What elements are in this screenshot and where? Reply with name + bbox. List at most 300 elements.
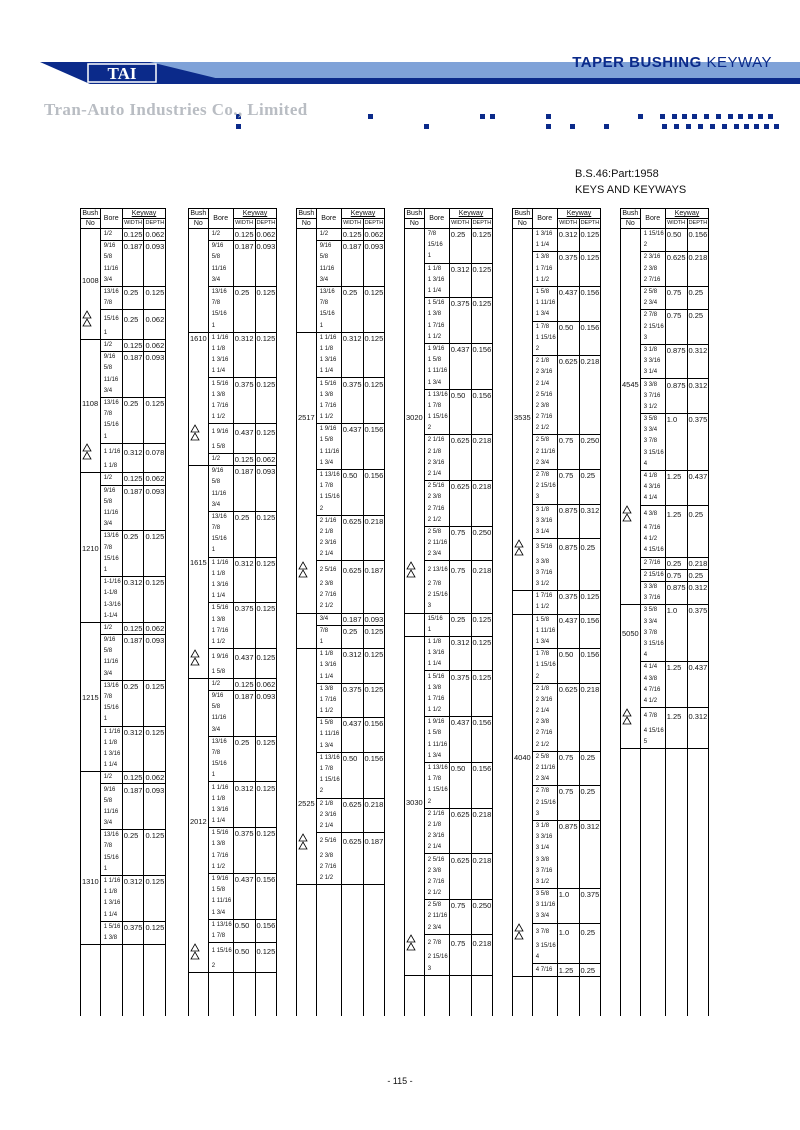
keyway-width: 0.50 (233, 919, 255, 931)
table-row (405, 366, 493, 377)
table-row (81, 531, 166, 543)
bush-number (189, 534, 209, 545)
bush-number (297, 718, 317, 730)
table-row (621, 402, 709, 414)
keyway-depth: 0.25 (579, 923, 601, 941)
keyway-width (665, 448, 687, 459)
keyway-width (665, 639, 687, 650)
keyway-width: 0.75 (449, 526, 471, 538)
keyway-width (557, 240, 579, 252)
bush-number (189, 229, 209, 241)
bore-size: 7/8 (208, 748, 233, 759)
bush-number (81, 760, 101, 772)
keyway-width (557, 941, 579, 952)
keyway-depth (255, 851, 277, 862)
bore-size: 1-3/16 (100, 599, 122, 610)
keyway-depth (471, 751, 493, 763)
keyway-width (557, 626, 579, 637)
bush-number (405, 888, 425, 900)
bore-size: 1 (316, 321, 341, 333)
bore-size: 2 1/16 (424, 435, 449, 447)
table-row (621, 650, 709, 662)
bore-size: 2 7/8 (532, 469, 557, 481)
keyway-depth: 0.062 (145, 341, 165, 351)
keyway-width (557, 740, 579, 752)
bush-number (81, 807, 101, 818)
filler-cell (579, 976, 601, 1016)
bore-size: 1 13/16 (316, 752, 341, 764)
keyway-width (665, 617, 687, 628)
table-row (189, 523, 277, 534)
keyway-depth: 0.156 (580, 615, 600, 625)
keyway-width (341, 729, 363, 740)
bush-number (297, 775, 317, 786)
bush-number (405, 671, 425, 683)
keyway-width: 0.25 (665, 557, 687, 569)
bush-number (405, 275, 425, 286)
bush-number (405, 579, 425, 590)
keyway-depth: 0.25 (579, 786, 601, 798)
keyway-depth (471, 366, 493, 377)
bush-number (405, 705, 425, 717)
table-row (189, 229, 277, 241)
keyway-table (512, 208, 601, 1016)
filler-cell (621, 748, 641, 1016)
table-row (405, 263, 493, 275)
keyway-width: 0.625 (558, 684, 578, 694)
bore-size: 1/2 (100, 340, 122, 352)
keyway-depth (579, 401, 601, 412)
bush-number (513, 504, 533, 516)
keyway-width (449, 842, 471, 854)
bush-number (621, 298, 641, 310)
bore-size: 1 3/16 (100, 749, 122, 760)
keyway-width (122, 252, 144, 263)
bore-size: 1 11/16 (208, 896, 233, 907)
bush-number (513, 401, 533, 412)
table-row (189, 603, 277, 615)
keyway-depth (687, 545, 709, 557)
table-row (513, 469, 601, 481)
table-row (405, 538, 493, 549)
keyway-depth (144, 611, 166, 623)
table-row (513, 356, 601, 368)
keyway-width (665, 264, 687, 275)
bore-size: 1 9/16 (208, 873, 233, 885)
no-header: No (621, 219, 641, 229)
decorative-squares (236, 114, 779, 129)
bore-size: 15/16 (100, 310, 122, 328)
keyway-depth (687, 523, 709, 534)
keyway-width (122, 853, 144, 864)
table-row (513, 481, 601, 492)
bush-number (189, 690, 209, 702)
bore-size: 2 7/8 (640, 310, 665, 322)
table-row (513, 889, 601, 901)
bore-size: 15/16 (100, 554, 122, 565)
keyway-width (233, 523, 255, 534)
bore-size: 1 3/4 (424, 751, 449, 763)
keyway-width (449, 797, 471, 809)
keyway-depth (363, 660, 385, 671)
bore-size: 1 3/8 (208, 615, 233, 626)
table-row (513, 763, 601, 774)
keyway-width: 0.312 (234, 333, 254, 343)
keyway-width: 0.125 (234, 230, 254, 240)
bush-number (81, 933, 101, 945)
keyway-depth: 0.062 (144, 310, 166, 328)
bore-size: 1 1/8 (316, 649, 341, 661)
bush-number (189, 591, 209, 603)
bush-number (297, 241, 317, 253)
bore-size: 3 1/4 (532, 527, 557, 539)
bore-size: 5/8 (208, 702, 233, 713)
table-row (621, 708, 709, 726)
table-row (513, 614, 601, 626)
keyway-depth (144, 420, 166, 431)
table-row (189, 690, 277, 702)
table-row (621, 726, 709, 737)
bore-size: 2 1/2 (424, 515, 449, 527)
table-row (405, 435, 493, 447)
table-row (81, 910, 166, 922)
bush-number (297, 821, 317, 833)
bush-number (513, 275, 533, 287)
bore-size: 1 (424, 251, 449, 263)
table-row (621, 628, 709, 639)
keyway-depth (255, 321, 277, 333)
table-row (81, 363, 166, 374)
table-row (513, 751, 601, 763)
bush-number (297, 538, 317, 549)
table-row (297, 851, 385, 862)
table-row (81, 519, 166, 531)
bore-size: 1 1/4 (100, 910, 122, 922)
bore-size: 11/16 (100, 657, 122, 668)
bush-number (513, 763, 533, 774)
keyway-width (449, 694, 471, 705)
bore-size: 1 1/2 (208, 862, 233, 874)
keyway-width (665, 436, 687, 447)
table-row (81, 241, 166, 253)
bush-number (513, 423, 533, 435)
bush-number (297, 741, 317, 753)
bore-size: 2 1/2 (316, 601, 341, 613)
filler-cell (640, 748, 665, 1016)
bush-number (297, 590, 317, 601)
bush-number (405, 538, 425, 549)
bush-number (81, 565, 101, 577)
keyway-depth (255, 862, 277, 874)
table-row (621, 581, 709, 593)
keyway-width: 0.375 (234, 379, 254, 389)
bush-number (405, 481, 425, 493)
table-row (189, 862, 277, 874)
bore-size: 2 3/4 (532, 458, 557, 470)
table-row (621, 696, 709, 708)
keyway-width (233, 477, 255, 488)
keyway-width (122, 818, 144, 830)
table-row (297, 298, 385, 309)
keyway-depth (687, 639, 709, 650)
table-row (189, 896, 277, 907)
bore-size: 2 5/16 (424, 481, 449, 493)
table-row (621, 436, 709, 447)
keyway-depth (687, 628, 709, 639)
keyway-depth (579, 911, 601, 923)
keyway-depth (579, 866, 601, 877)
keyway-depth: 0.218 (471, 934, 493, 952)
bush-number (405, 458, 425, 469)
table-row (81, 714, 166, 726)
keyway-width: 0.312 (123, 877, 143, 887)
keyway-width (233, 626, 255, 637)
bore-size: 1 3/8 (424, 683, 449, 694)
bore-size: 2 7/16 (532, 412, 557, 423)
keyway-depth (579, 695, 601, 706)
keyway-width: 0.375 (342, 684, 362, 694)
bore-size: 1 1/4 (208, 366, 233, 378)
bore-size: 2 (208, 961, 233, 973)
keyway-width (233, 488, 255, 499)
bore-size: 2 15/16 (532, 798, 557, 809)
bore-size: 1 7/8 (316, 481, 341, 492)
keyway-depth (363, 527, 385, 538)
bore-size: 2 7/16 (424, 504, 449, 515)
keyway-depth (579, 390, 601, 401)
keyway-depth (144, 599, 166, 610)
keyway-depth (471, 842, 493, 854)
table-row (513, 820, 601, 832)
bush-number (405, 492, 425, 503)
bush-number (297, 229, 317, 241)
bore-size: 5/8 (100, 252, 122, 263)
filler-row (297, 885, 385, 1016)
keyway-width (233, 615, 255, 626)
keyway-width (341, 786, 363, 798)
keyway-depth (363, 810, 385, 821)
bore-size: 2 7/8 (424, 934, 449, 952)
bush-number (297, 579, 317, 590)
bore-size: 3 7/8 (640, 628, 665, 639)
keyway-width (557, 378, 579, 389)
keyway-depth: 0.125 (364, 333, 384, 343)
keyway-width (122, 543, 144, 554)
table-row (297, 538, 385, 549)
keyway-depth (579, 378, 601, 389)
bore-size: 1 5/8 (424, 728, 449, 739)
bush-number (297, 252, 317, 263)
bush-number (405, 659, 425, 671)
keyway-width (557, 264, 579, 275)
keyway-depth (579, 481, 601, 492)
bore-size: 2 3/16 (424, 458, 449, 469)
bush-number (621, 639, 641, 650)
keyway-width: 0.25 (122, 531, 144, 543)
bush-number (81, 577, 101, 589)
table-row (81, 310, 166, 328)
keyway-depth: 0.093 (145, 636, 165, 646)
keyway-depth: 0.093 (145, 353, 165, 363)
table-row (621, 605, 709, 617)
bush-number (405, 355, 425, 366)
filler-cell (233, 972, 255, 1016)
no-header: No (189, 219, 209, 229)
bush-number (621, 605, 641, 617)
bore-size: 2 3/16 (316, 810, 341, 821)
table-row (405, 515, 493, 527)
keyway-depth: 0.125 (255, 424, 277, 442)
keyway-width (122, 749, 144, 760)
table-row (513, 412, 601, 423)
keyway-depth (471, 579, 493, 590)
bush-number (621, 333, 641, 345)
bore-size: 1 3/8 (316, 683, 341, 695)
table-row (189, 649, 277, 667)
bush-number: 3020 (406, 413, 423, 423)
table-row (297, 649, 385, 661)
keyway-width (449, 963, 471, 975)
table-row (189, 466, 277, 478)
keyway-depth (687, 264, 709, 275)
bush-number (297, 729, 317, 740)
keyway-width (122, 864, 144, 876)
table-row (81, 328, 166, 340)
keyway-width (233, 931, 255, 943)
table-row (297, 378, 385, 390)
bore-size: 1 1/2 (208, 637, 233, 649)
keyway-width (233, 401, 255, 412)
table-row (621, 425, 709, 436)
keyway-width: 0.375 (234, 604, 254, 614)
depth-header: DEPTH (471, 219, 493, 229)
bush-number (621, 367, 641, 379)
no-header: No (405, 219, 425, 229)
bush-number (297, 625, 317, 637)
table-row (621, 310, 709, 322)
table-row (513, 786, 601, 798)
keyway-depth (687, 333, 709, 345)
table-row (513, 952, 601, 964)
table-row (297, 741, 385, 753)
bore-size: 2 11/16 (424, 538, 449, 549)
keyway-depth (144, 818, 166, 830)
bore-size: 11/16 (100, 807, 122, 818)
keyway-width (449, 309, 471, 320)
table-row (513, 504, 601, 516)
keyway-depth (144, 657, 166, 668)
keyway-depth (255, 961, 277, 973)
bore-size: 1-1/8 (100, 588, 122, 599)
keyway-width (449, 774, 471, 785)
keyway-width (122, 887, 144, 898)
keyway-depth (255, 355, 277, 366)
keyway-depth: 0.062 (145, 623, 165, 633)
filler-cell (341, 885, 363, 1016)
keyway-depth (471, 648, 493, 659)
bush-number (297, 862, 317, 873)
keyway-depth (471, 785, 493, 796)
bush-number (189, 805, 209, 816)
bore-size: 7/8 (208, 523, 233, 534)
table-row (189, 961, 277, 973)
bore-size: 3 1/4 (640, 367, 665, 379)
keyway-width: 0.125 (342, 230, 362, 240)
keyway-width (122, 275, 144, 287)
keyway-width (449, 877, 471, 888)
bush-number (405, 469, 425, 481)
bush-number (513, 481, 533, 492)
keyway-width: 0.75 (557, 786, 579, 798)
bush-number (297, 504, 317, 516)
bore-size: 2 7/16 (640, 557, 665, 569)
table-row (189, 713, 277, 724)
keyway-depth (144, 519, 166, 531)
bore-size: 13/16 (100, 531, 122, 543)
bore-size: 2 1/4 (532, 378, 557, 389)
keyway-width (557, 854, 579, 865)
keyway-depth (471, 447, 493, 458)
keyway-width (449, 275, 471, 286)
table-row (189, 332, 277, 344)
keyway-depth (471, 458, 493, 469)
keyway-width: 0.25 (122, 310, 144, 328)
bore-size: 1 5/16 (424, 671, 449, 683)
keyway-width: 1.25 (665, 505, 687, 523)
keyway-width: 0.312 (123, 727, 143, 737)
table-row (405, 321, 493, 332)
table-row (297, 764, 385, 775)
keyway-width (341, 775, 363, 786)
bush-number (621, 425, 641, 436)
bush-number (513, 390, 533, 401)
keyway-depth: 0.156 (364, 753, 384, 763)
bore-size: 4 7/16 (640, 685, 665, 696)
table-row (405, 797, 493, 809)
keyway-width (341, 435, 363, 446)
keyway-width (233, 355, 255, 366)
keyway-depth (363, 764, 385, 775)
keyway-header: Keyway (665, 209, 709, 219)
keyway-width (233, 298, 255, 309)
bush-number (81, 310, 101, 328)
table-row (81, 386, 166, 398)
keyway-width (233, 885, 255, 896)
bush-number (81, 531, 101, 543)
table-row (81, 646, 166, 657)
table-row (405, 728, 493, 739)
keyway-width (341, 579, 363, 590)
bore-size: 2 (424, 797, 449, 809)
table-row (405, 774, 493, 785)
table-row (513, 579, 601, 591)
table-row (81, 875, 166, 887)
table-row (513, 378, 601, 389)
keyway-depth (687, 298, 709, 310)
table-row (621, 459, 709, 471)
bore-size: 3 7/16 (640, 593, 665, 605)
keyway-width: 0.25 (449, 229, 471, 241)
bush-number (405, 251, 425, 263)
bore-size: 3 5/8 (532, 889, 557, 901)
bush-number (189, 828, 209, 840)
table-row (513, 264, 601, 275)
keyway-depth: 0.125 (256, 379, 276, 389)
bush-number (81, 252, 101, 263)
bore-size: 3 3/16 (532, 832, 557, 843)
table-row (621, 367, 709, 379)
bore-size: 9/16 (100, 635, 122, 647)
